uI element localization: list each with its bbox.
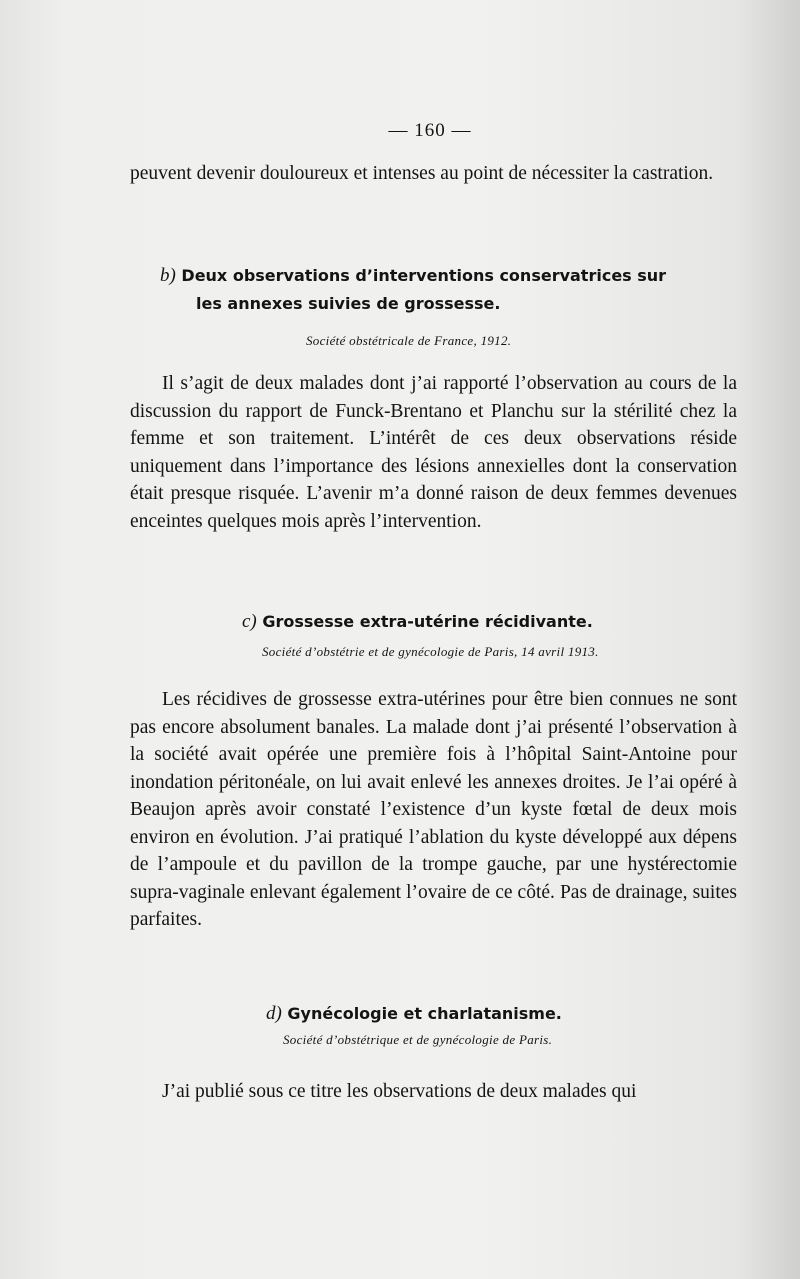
page-number: — 160 — xyxy=(388,120,472,141)
section-c-title: Grossesse extra-utérine récidivante. xyxy=(262,612,593,631)
section-d-letter: d) xyxy=(266,1003,282,1024)
section-b-letter: b) xyxy=(160,265,176,286)
section-d-title: Gynécologie et charlatanisme. xyxy=(287,1004,562,1023)
section-c-letter: c) xyxy=(242,611,257,632)
section-b-source: Société obstétricale de France, 1912. xyxy=(306,333,512,348)
section-b-heading xyxy=(160,262,666,289)
section-d-source: Société d’obstétrique et de gynécologie de Paris. xyxy=(283,1032,553,1047)
section-d-paragraph: J’ai publié sous ce titre les observations de deux malades qui xyxy=(162,1081,637,1102)
section-c-paragraph: Les récidives de grossesse extra-utérines pour être bien connues ne sont pas encore absolument banales. La malade dont j’ai présenté l’observation à la société avait opérée une première fois à l’hôpital Saint-Antoine pour inondation péritonéale, on lui avait enlevé les annexes droites. Je l’ai opéré à Beaujon après avoir constaté l’existence d’un kyste fœtal de deux mois environ en évolution. J’ai pratiqué l’ablation du kyste développé aux dépens de l’ampoule et du pavillon de la trompe gauche, par une hystérectomie supra-vaginale enlevant également l’ovaire de ce côté. Pas de drainage, suites parfaites. xyxy=(130,689,737,930)
intro-paragraph: peuvent devenir douloureux et intenses au point de nécessiter la castration. xyxy=(130,163,714,184)
section-b-title-line1: Deux observations d’interventions conservatrices sur xyxy=(181,266,667,285)
section-c-source: Société d’obstétrie et de gynécologie de Paris, 14 avril 1913. xyxy=(262,644,599,659)
section-b-paragraph: Il s’agit de deux malades dont j’ai rapporté l’observation au cours de la discussion du rapport de Funck-Brentano et Planchu sur la stérilité chez la femme et son traitement. L’intérêt de ces deux observations réside uniquement dans l’importance des lésions annexielles dont la conservation était presque risquée. L’avenir m’a donné raison de deux femmes devenues enceintes quelques mois après l’intervention. xyxy=(130,373,737,532)
section-b-title-line2: les annexes suivies de grossesse. xyxy=(196,294,501,313)
section-d-heading xyxy=(266,1000,562,1027)
section-c-heading xyxy=(242,608,593,635)
